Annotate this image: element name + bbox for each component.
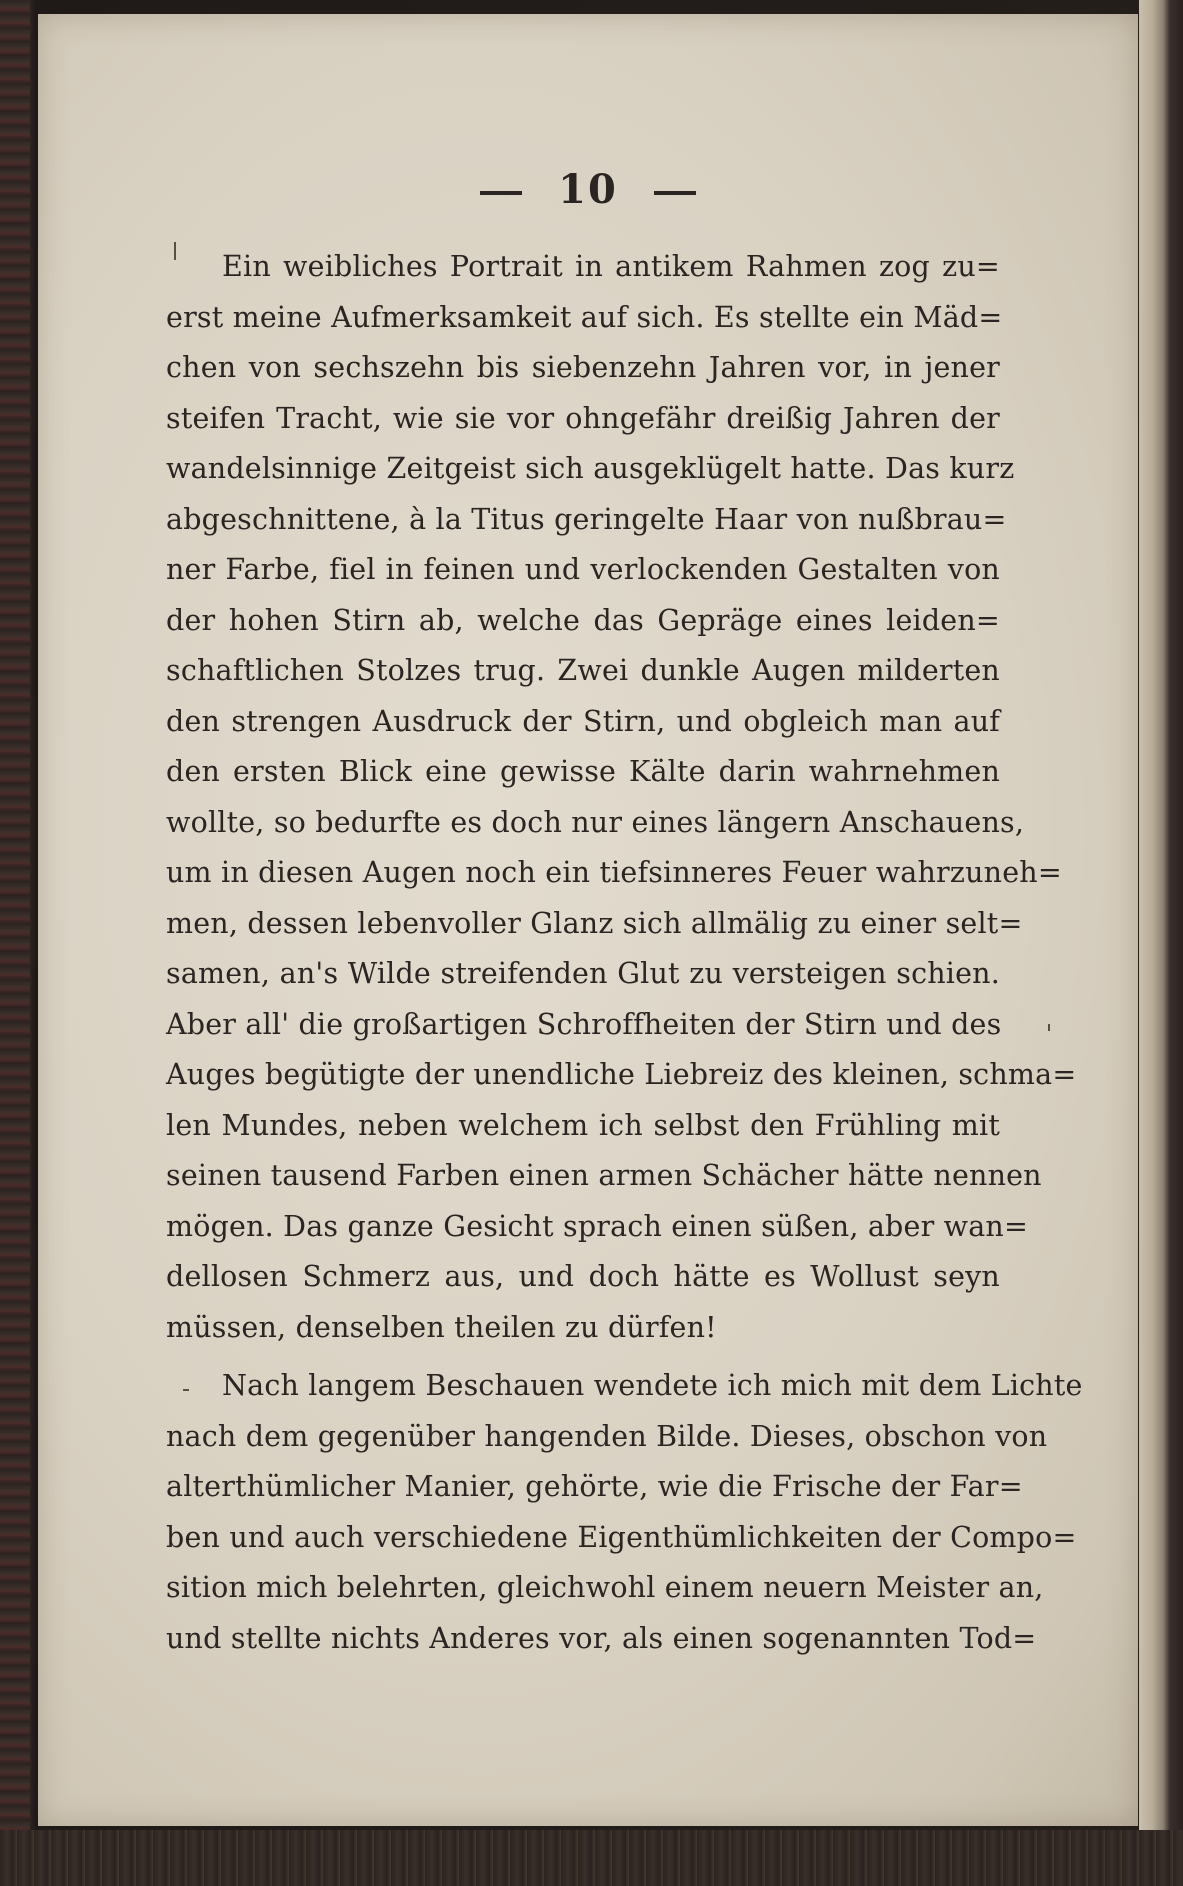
book-binding-left <box>0 0 30 1886</box>
text-line: steifen Tracht, wie sie vor ohngefähr dreißig Jahren der <box>166 401 1000 435</box>
text-line: wandelsinnige Zeitgeist sich ausgeklügelt hatte. Das kurz <box>166 452 1015 485</box>
body-text <box>166 242 1083 1664</box>
text-line: der hohen Stirn ab, welche das Gepräge eines leiden= <box>166 603 1000 637</box>
text-line-paragraph-end: müssen, denselben theilen zu dürfen! <box>166 1310 717 1344</box>
paper-page <box>38 14 1138 1826</box>
text-line: Ein weibliches Portrait in antikem Rahmen zog zu= <box>222 250 1000 283</box>
header-dash-left <box>480 191 522 195</box>
text-line: chen von sechszehn bis siebenzehn Jahren vor, in jener <box>166 351 1000 384</box>
paragraph-gap <box>166 1353 1000 1361</box>
text-line: schaftlichen Stolzes trug. Zwei dunkle Augen milderten <box>166 654 1000 687</box>
text-line: den ersten Blick eine gewisse Kälte darin wahrnehmen <box>166 755 1000 788</box>
ink-speck <box>1048 1024 1050 1031</box>
text-line: ner Farbe, fiel in feinen und verlockenden Gestalten von <box>166 553 1000 586</box>
text-line: Aber all' die großartigen Schroffheiten der Stirn und des <box>166 1007 1002 1041</box>
header-dash-right <box>654 191 696 195</box>
text-line: samen, an's Wilde streifenden Glut zu versteigen schien. <box>166 957 1000 990</box>
text-line: ben und auch verschiedene Eigenthümlichkeiten der Compo= <box>166 1520 1077 1554</box>
text-line: und stellte nichts Anderes vor, als einen sogenannten Tod= <box>166 1621 1037 1655</box>
text-line: Nach langem Beschauen wendete ich mich mit dem Lichte <box>222 1369 1083 1402</box>
text-line: sition mich belehrten, gleichwohl einem neuern Meister an, <box>166 1571 1044 1604</box>
text-line: erst meine Aufmerksamkeit auf sich. Es stellte ein Mäd= <box>166 300 1003 334</box>
page-number: 10 <box>558 166 618 213</box>
book-binding-bottom <box>0 1830 1183 1886</box>
page-stack-edge-right <box>1139 0 1183 1886</box>
page-number-header <box>38 166 1138 213</box>
text-line: wollte, so bedurfte es doch nur eines längern Anschauens, <box>166 805 1025 839</box>
text-line: alterthümlicher Manier, gehörte, wie die Frische der Far= <box>166 1470 1023 1503</box>
text-line: mögen. Das ganze Gesicht sprach einen süßen, aber wan= <box>166 1209 1029 1243</box>
text-line: men, dessen lebenvoller Glanz sich allmälig zu einer selt= <box>166 906 1023 940</box>
text-line: nach dem gegenüber hangenden Bilde. Dieses, obschon von <box>166 1419 1048 1453</box>
text-line: abgeschnittene, à la Titus geringelte Haar von nußbrau= <box>166 502 1007 536</box>
text-line: Auges begütigte der unendliche Liebreiz des kleinen, schma= <box>166 1058 1077 1091</box>
text-line: den strengen Ausdruck der Stirn, und obgleich man auf <box>166 704 1000 738</box>
text-line: len Mundes, neben welchem ich selbst den Frühling mit <box>166 1108 1000 1142</box>
text-line: seinen tausend Farben einen armen Schächer hätte nennen <box>166 1159 1042 1192</box>
text-line: um in diesen Augen noch ein tiefsinneres Feuer wahrzuneh= <box>166 856 1062 889</box>
text-line: dellosen Schmerz aus, und doch hätte es Wollust seyn <box>166 1260 1000 1293</box>
